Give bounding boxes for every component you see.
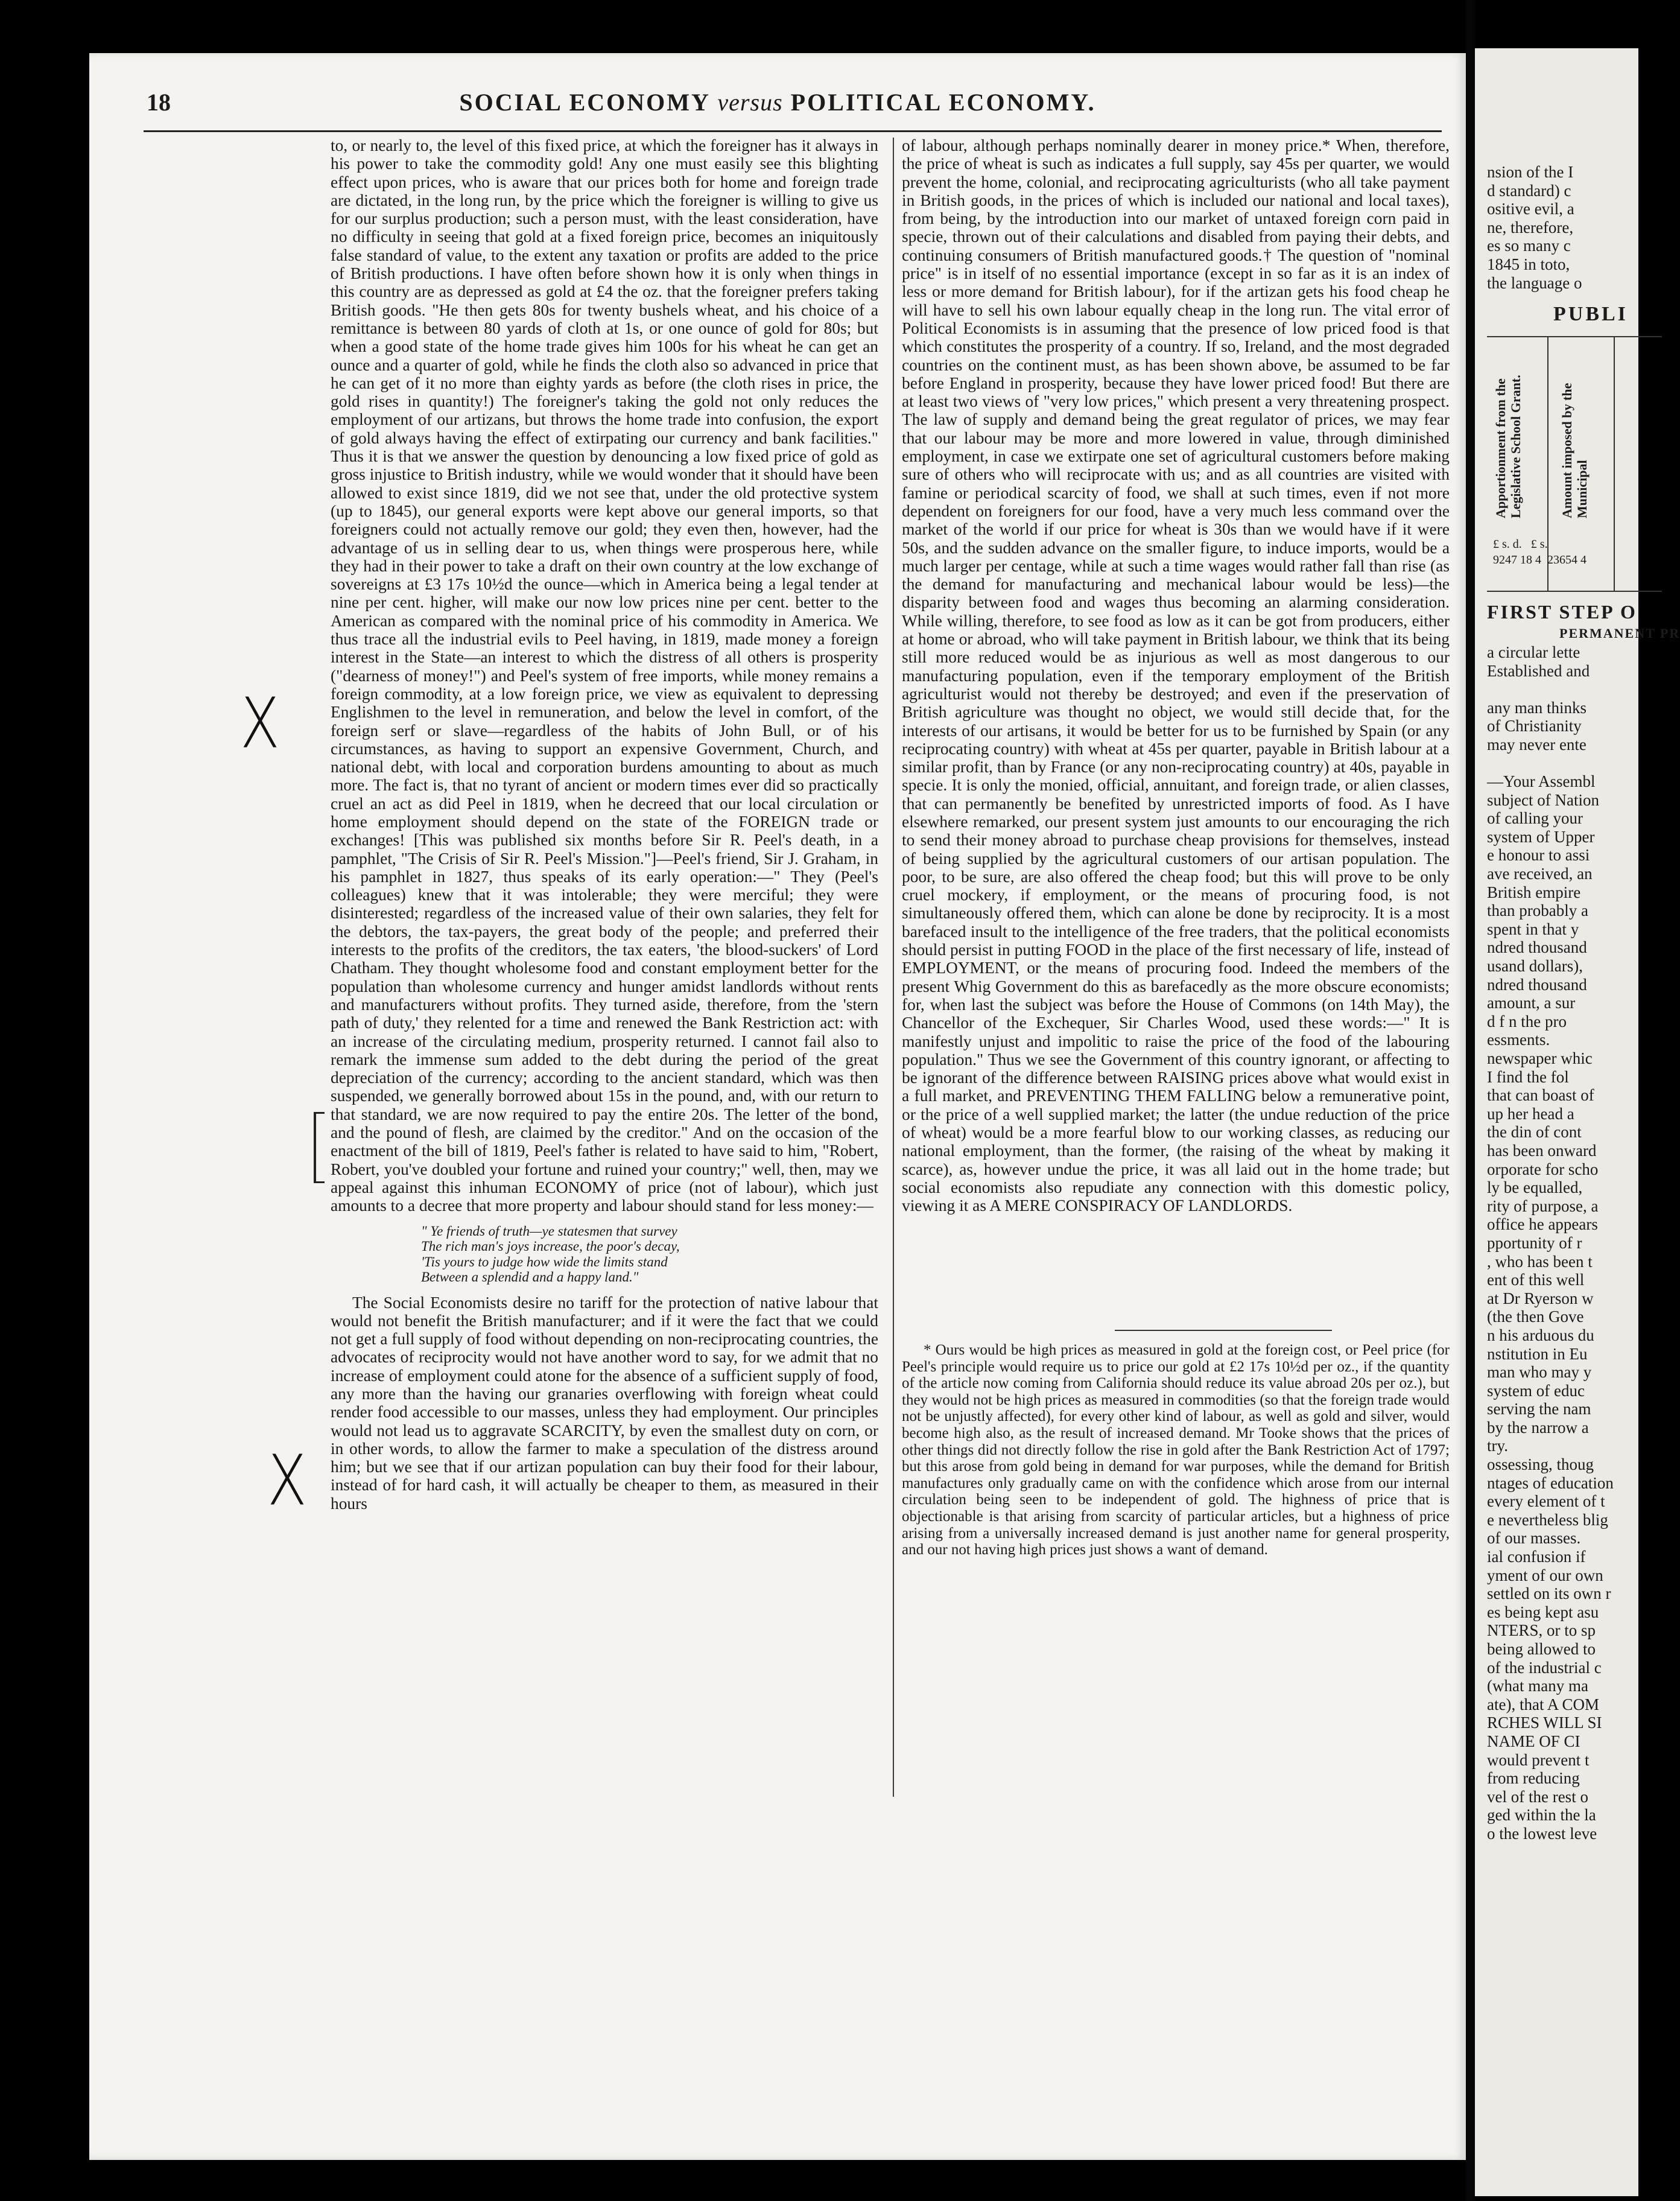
fragment-heading: FIRST STEP O [1487, 600, 1637, 623]
fragment-line: 1845 in toto, [1487, 255, 1570, 273]
fragment-title: PUBLI [1553, 303, 1628, 326]
fragment-line: NAME OF CI [1487, 1732, 1580, 1750]
fragment-line: up her head a [1487, 1104, 1574, 1123]
fragment-line: ly be equalled, [1487, 1178, 1583, 1197]
fragment-line: try. [1487, 1437, 1508, 1455]
fragment-line: pportunity of r [1487, 1233, 1582, 1252]
table-divider [1614, 337, 1615, 591]
fragment-line: would prevent t [1487, 1750, 1590, 1769]
fragment-line: (what many ma [1487, 1677, 1588, 1695]
fragment-line: a circular lette [1487, 643, 1580, 661]
fragment-line: , who has been t [1487, 1252, 1593, 1271]
running-title-part2: POLITICAL ECONOMY. [790, 89, 1096, 116]
fragment-line: rity of purpose, a [1487, 1196, 1599, 1215]
fragment-line: that can boast of [1487, 1086, 1594, 1105]
fragment-line: ndred thousand [1487, 975, 1587, 994]
fragment-line: may never ente [1487, 735, 1586, 754]
fragment-line: man who may y [1487, 1363, 1592, 1382]
fragment-line: vel of the rest o [1487, 1787, 1588, 1806]
fragment-line: orporate for scho [1487, 1160, 1599, 1178]
facing-page-text [1487, 48, 1680, 1843]
running-title-part1: SOCIAL ECONOMY [459, 89, 710, 116]
fragment-subheading: PERMANENT PR [1559, 626, 1680, 641]
verse-quotation [421, 1224, 878, 1285]
margin-bracket [314, 1112, 325, 1183]
verse-line: The rich man's joys increase, the poor's decay, [421, 1239, 680, 1254]
fragment-line: —Your Assembl [1487, 772, 1596, 791]
fragment-line: spent in that y [1487, 919, 1579, 938]
fragment-line: has been onward [1487, 1141, 1597, 1160]
fragment-line: nsion of the I [1487, 163, 1574, 181]
fragment-line: than probably a [1487, 901, 1588, 920]
fragment-line: ositive evil, a [1487, 200, 1574, 218]
fragment-line: of the industrial c [1487, 1658, 1602, 1677]
fragment-line: nstitution in Eu [1487, 1344, 1588, 1363]
verse-line: 'Tis yours to judge how wide the limits stand [421, 1254, 668, 1269]
fragment-line: at Dr Ryerson w [1487, 1289, 1594, 1307]
fragment-line: ndred thousand [1487, 938, 1587, 957]
fragment-line: ossessing, thoug [1487, 1455, 1594, 1474]
facing-page-fragment [1475, 48, 1680, 2196]
table-header: Apportionment from the Legislative School Grant. [1493, 375, 1523, 518]
fragment-line: es being kept asu [1487, 1602, 1599, 1621]
column-divider [893, 138, 894, 1797]
fragment-line: o the lowest leve [1487, 1824, 1597, 1843]
fragment-line: NTERS, or to sp [1487, 1621, 1596, 1640]
paragraph: of labour, although perhaps nominally dearer in money price.* When, therefore, the price of wheat is such as indicates a full supply, say 45s per quarter, we would prevent the home, colonial, and reciprocating agriculturists (who all take payment in British goods, in the prices of which is included our national and local taxes), from being, by the introduction into our market of untaxed foreign corn paid in specie, thrown out of their calculations and disabled from paying their debts, and continuing consumers of British manufactured goods.† The question of "nominal price" is in itself of no essential importance (except in so far as it is an index of less or more demand for British labour), for if the artizan gets his food cheap he will have to sell his own labour equally cheap in the long run. The vital error of Political Economists is in assuming that the presence of low priced food is that which constitutes the prosperity of a country. If so, Ireland, and the most degraded countries on the continent must, as has been shown above, be assumed to be far before England in prosperity, because they have lower priced food! But there are at least two views of "very low prices," which present a very threatening prospect. The law of supply and demand being the great regulator of prices, we may fear that our labour may be more and more lowered in value, through diminished employment, in case we extirpate one set of agricultural customers before making sure of others who will reciprocate with us; and as all countries are visited with famine or periodical scarcity of food, we shall at such times, even if not more dependent on foreigners for our food, have a very much less command over the market of the world if our price for wheat is 30s than we would have if it were 50s, and the sudden advance on the smaller figure, to induce imports, would be a much larger per centage, while at such a time wages would rather fall than rise (as the demand for manufacturing and mechanical labour would be less)—the disparity between food and wages thus becoming an alarming consideration. While willing, therefore, to see food as low as it can be got from producers, either at home or abroad, who will take payment in British labour, we think that its being still more reduced would be as injurious as well as most dangerous to our manufacturing population, even if the temporary employment of the British agriculturist would not thereby be destroyed; and even if the preservation of British agriculture was thought no object, we would still decide that, for the interests of our artisans, it would be better for us to be furnished by Spain (or any reciprocating country) with wheat at 45s per quarter, payable in British labour at a similar profit, than by France (or any non-reciprocating country) at 40s, payable in specie. It is only the monied, official, annuitant, and foreign trade, or alien classes, that can permanently be benefited by unrestricted imports of food. As I have elsewhere remarked, our present system just amounts to our encouraging the rich to send their money abroad to purchase cheap provisions for themselves, instead of being supplied by the agricultural customers of our artisan population. The poor, to be sure, are also offered the cheap food; but this will prove to be only cruel mockery, if employment, or the means of procuring food, is not simultaneously offered them, which can alone be done by reciprocity. It is a most barefaced insult to the intelligence of the free traders, that the political economists should persist in putting FOOD in the place of the first necessary of life, instead of EMPLOYMENT, or the means of procuring food. Indeed the members of the present Whig Government do this as barefacedly as the more obscure economists; for, when last the subject was before the House of Commons (on 14th May), the Chancellor of the Exchequer, Sir Charles Wood, used these words:—" It is manifestly unjust and impolitic to raise the price of the food of the labouring population." Thus we see the Government of this country ignorant, or affecting to be ignorant of the difference between RAISING prices above what would exist in a full market, and PREVENTING THEM FALLING below a remunerative point, or the price of a well supplied market; the latter (the undue reduction of the price of wheat) would be a more fearful blow to our working classes, as reducing our national employment, than the former, (the raising of the wheat by making it scarce), as, however undue the price, it was all laid out in the home trade; but social economists also repudiate any connection with this domestic policy, viewing it as A MERE CONSPIRACY OF LANDLORDS. [902, 136, 1450, 1215]
fragment-line: e nevertheless blig [1487, 1510, 1608, 1529]
running-title [89, 88, 1466, 116]
fragment-line [1487, 680, 1662, 699]
paragraph: to, or nearly to, the level of this fixed price, at which the foreigner has it always in his power to take the commodity gold! Any one must easily see this blighting effect upon prices, who is aware that our prices both for home and foreign trade are dictated, in the long run, by the price which the foreigner is willing to give us for our surplus production; such a person must, with the least consideration, have no difficulty in seeing that gold at a fixed foreign price, becomes an iniquitously false standard of value, to the extent any taxation or profits are added to the price of British productions. I have often before shown how it is only when things in this country are as depressed as gold at £4 the oz. that the foreigner prefers taking British goods. "He then gets 80s for twenty bushels wheat, and his choice of a remittance is between 80 yards of cloth at 1s, or one ounce of gold for 80s; but when a good state of the home trade gives him 100s for his wheat he can get an ounce and a quarter of gold, while he finds the cloth also so advanced in price that he can get of it no more than eighty yards as before (the cloth rises in price, the gold rises in quantity!) The foreigner's taking the gold not only reduces the employment of our artizans, but throws the home trade into confusion, the export of gold always having the effect of extirpating our currency and bank facilities." Thus it is that we answer the question by denouncing a low fixed price of gold as gross injustice to British industry, while we would wonder that it should have been allowed to exist since 1819, did we not see that, under the old protective system (up to 1845), our general exports were kept above our general imports, so that foreigners could not actually remove our gold; they even then, however, had the advantage of us in selling dear to us, when things were prosperous here, while they had in their power to take a draft on their own country at the low exchange of sovereigns at £3 17s 10½d the ounce—which in America being a legal tender at nine per cent. higher, will make our now low prices nine per cent. better to the American as compared with the nominal price of his commodity in America. We thus trace all the industrial evils to Peel having, in 1819, made money a foreign interest in the State—an interest to which the distress of all others is prosperity ("dearness of money!") and Peel's system of free imports, while money remains a foreign commodity, at a low foreign price, we view as equivalent to depressing Englishmen to the level in remuneration, and below the level in comfort, of the foreign serf or slave—regardless of the habits of John Bull, or of his circumstances, as having to support an expensive Government, Church, and national debt, with local and corporation burdens amounting to about as much more. The fact is, that no tyrant of ancient or modern times ever did so practically cruel an act as did Peel in 1819, when he decreed that our local circulation or home employment should depend on the state of the FOREIGN trade or exchanges! [This was published six months before Sir R. Peel's death, in a pamphlet, "The Crisis of Sir R. Peel's Mission."]—Peel's friend, Sir J. Graham, in his pamphlet in 1827, thus speaks of its early operation:—" They (Peel's colleagues) knew that it was intolerable; they were merciful; they were disinterested; regardless of the increased value of their own salaries, they felt for the debtors, the tax-payers, the great body of the people; and preferred their interests to the profits of the creditors, the tax eaters, 'the blood-suckers' of Lord Chatham. They thought wholesome food and constant employment better for the population than wholesome currency and hunger amidst landlords without rents and manufacturers without profits. They turned aside, therefore, from the 'stern path of duty,' they relented for a time and renewed the Bank Restriction act: with an increase of the circulating medium, prosperity returned. I cannot fail also to remark the immense sum added to the debt during the period of the great depreciation of the currency; according to the ancient standard, which was then suspended, we generally borrowed about 15s in the pound, and, with our return to that standard, we are now required to pay the entire 20s. The letter of the bond, and the pound of flesh, are claimed by the creditor." And on the occasion of the enactment of the bill of 1819, Peel's father is related to have said to him, "Robert, Robert, you've doubled your fortune and ruined your country;" well, then, may we appeal against this inhuman ECONOMY of price (not of labour), which just amounts to a decree that more property and labour should stand for less money:— [331, 136, 878, 1215]
fragment-line: subject of Nation [1487, 790, 1599, 809]
footnote [902, 1342, 1450, 1558]
fragment-line: system of educ [1487, 1381, 1585, 1400]
verse-line: " Ye friends of truth—ye statesmen that survey [421, 1223, 677, 1239]
fragment-line: serving the nam [1487, 1400, 1591, 1418]
fragment-line: ial confusion if [1487, 1548, 1586, 1566]
page-gutter-shadow [1466, 0, 1475, 2201]
fragment-line: ntages of education [1487, 1473, 1614, 1492]
fragment-line: system of Upper [1487, 827, 1595, 846]
fragment-line: yment of our own [1487, 1566, 1603, 1584]
fragment-line: ged within the la [1487, 1806, 1596, 1825]
footnote-text: * Ours would be high prices as measured in gold at the foreign cost, or Peel price (for Peel's principle would require us to price our gold at £2 17s 10½d per oz., if the quantity of the article now coming from California should reduce its value abroad 20s per oz.), but they would not be high prices as measured in commodities (so that the foreign trade would not be unjustly affected), for every other kind of labour, as well as gold and silver, would become high also, as the result of increased demand. Mr Tooke shows that the prices of other things did not directly follow the rise in gold after the Bank Restriction Act of 1797; but this arose from gold being in demand for war purposes, while the demand for British manufactures only gradually came on with the confidence which arose from our internal circulation being seen to be independent of gold. The highness of price that is objectionable is that arising from scarcity of particular articles, but a highness of price arising from a universally increased demand is just another name for general prosperity, and our not having high prices just shows a want of demand. [902, 1342, 1450, 1558]
fragment-line: es so many c [1487, 237, 1571, 255]
fragment-line: of our masses. [1487, 1529, 1581, 1548]
fragment-line: by the narrow a [1487, 1418, 1589, 1437]
document-page [89, 53, 1466, 2160]
text-column-right [902, 136, 1450, 1331]
fragment-line: ate), that A COM [1487, 1695, 1599, 1713]
page-header [89, 84, 1466, 127]
footnote-rule [1115, 1330, 1332, 1331]
fragment-line: (the then Gove [1487, 1307, 1584, 1326]
fragment-line: e honour to assi [1487, 846, 1590, 865]
fragment-line: British empire [1487, 883, 1581, 901]
fragment-line: every element of t [1487, 1492, 1605, 1511]
fragment-line: amount, a sur [1487, 994, 1576, 1012]
fragment-line: ent of this well [1487, 1271, 1585, 1289]
handwritten-mark: X [240, 682, 280, 764]
handwritten-mark: X [267, 1440, 307, 1522]
running-title-versus: versus [717, 89, 783, 116]
fragment-table [1487, 336, 1662, 592]
fragment-line: d f n the pro [1487, 1012, 1567, 1031]
table-values: £ s. d. £ s. 9247 18 4 23654 4 [1493, 537, 1586, 567]
header-rule [144, 130, 1442, 132]
fragment-line: ne, therefore, [1487, 218, 1574, 237]
fragment-line: newspaper whic [1487, 1049, 1593, 1067]
fragment-line: Established and [1487, 661, 1590, 680]
fragment-line [1487, 754, 1662, 773]
fragment-line: essments. [1487, 1031, 1550, 1049]
fragment-line: settled on its own r [1487, 1584, 1611, 1603]
page-number: 18 [147, 89, 171, 116]
fragment-line: being allowed to [1487, 1640, 1596, 1658]
fragment-line: of Christianity [1487, 717, 1582, 735]
fragment-line: any man thinks [1487, 698, 1586, 717]
fragment-lines [1487, 643, 1662, 1843]
fragment-line: I find the fol [1487, 1067, 1569, 1086]
fragment-line: ave received, an [1487, 865, 1593, 883]
paragraph: The Social Economists desire no tariff for the protection of native labour that would not benefit the British manufacturer; and if it were the fact that we could not get a full supply of food without depending on non-reciprocating countries, the advocates of reciprocity would not have another word to say, for we admit that no increase of employment could atone for the absence of a sufficient supply of food, any more than the having our granaries overflowing with foreign wheat could render food accessible to our masses, unless they had employment. Our principles would not lead us to aggravate SCARCITY, by even the smallest duty on corn, or in other words, to allow the farmer to make a speculation of the distress around him; but we see that if our artizan population can buy their food for their labour, instead of for hard cash, it will actually be cheaper to them, as measured in their hours [331, 1293, 878, 1513]
text-column-left [331, 136, 878, 1790]
fragment-line: d standard) c [1487, 181, 1571, 200]
fragment-line: the language o [1487, 273, 1582, 292]
table-header: Amount imposed by the Municipal [1559, 383, 1590, 518]
fragment-line: office he appears [1487, 1215, 1598, 1234]
fragment-line: usand dollars), [1487, 957, 1583, 976]
fragment-line: from reducing [1487, 1769, 1580, 1788]
verse-line: Between a splendid and a happy land." [421, 1269, 639, 1285]
fragment-line: the din of cont [1487, 1123, 1582, 1142]
fragment-line: RCHES WILL SI [1487, 1713, 1602, 1732]
fragment-line: of calling your [1487, 809, 1583, 828]
fragment-line: n his arduous du [1487, 1326, 1594, 1344]
